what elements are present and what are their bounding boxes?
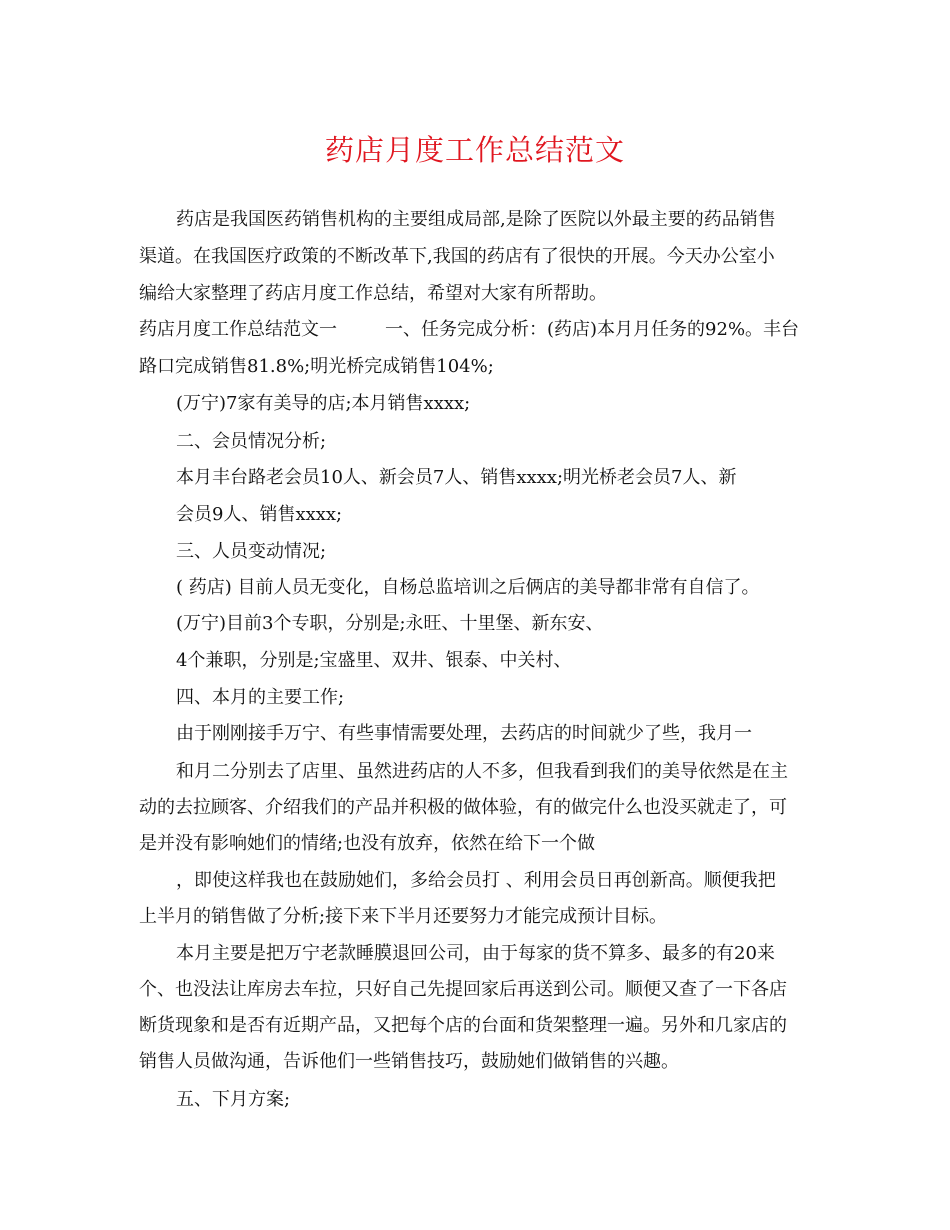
body-line: 本月主要是把万宁老款睡膜退回公司，由于每家的货不算多、最多的有20来 bbox=[176, 943, 775, 964]
document-title: 药店月度工作总结范文 bbox=[324, 133, 625, 167]
section-heading: 三、人员变动情况; bbox=[176, 541, 327, 562]
body-line: ( 药店) 目前人员无变化，自杨总监培训之后俩店的美导都非常有自信了。 bbox=[176, 577, 760, 598]
body-line: (万宁)7家有美导的店;本月销售xxxx; bbox=[176, 393, 471, 414]
body-line: 销售人员做沟通，告诉他们一些销售技巧，鼓励她们做销售的兴趣。 bbox=[139, 1051, 679, 1072]
body-line: (万宁)目前3个专职，分别是;永旺、十里堡、新东安、 bbox=[176, 613, 604, 634]
body-line: 断货现象和是否有近期产品，又把每个店的台面和货架整理一遍。另外和几家店的 bbox=[139, 1015, 787, 1036]
body-line: 编给大家整理了药店月度工作总结，希望对大家有所帮助。 bbox=[139, 283, 607, 304]
body-line: 路口完成销售81.8%;明光桥完成销售104%; bbox=[139, 356, 494, 377]
body-line: 上半月的销售做了分析;接下来下半月还要努力才能完成预计目标。 bbox=[139, 906, 668, 927]
body-line: 药店是我国医药销售机构的主要组成局部,是除了医院以外最主要的药品销售 bbox=[176, 209, 776, 230]
section-heading: 五、下月方案; bbox=[176, 1089, 291, 1110]
body-line: 4个兼职，分别是;宝盛里、双井、银泰、中关村、 bbox=[176, 650, 572, 671]
section-heading: 药店月度工作总结范文一 bbox=[139, 319, 337, 340]
body-line: 和月二分别去了店里、虽然进药店的人不多，但我看到我们的美导依然是在主 bbox=[176, 761, 788, 782]
body-line: 渠道。在我国医疗政策的不断改革下,我国的药店有了很快的开展。今天办公室小 bbox=[139, 246, 775, 267]
body-line: ，即使这样我也在鼓励她们，多给会员打 、利用会员日再创新高。顺便我把 bbox=[176, 870, 776, 891]
section-heading: 二、会员情况分析; bbox=[176, 431, 327, 452]
body-text: 一、任务完成分析：(药店)本月月任务的92%。丰台 bbox=[385, 319, 800, 340]
body-line: 动的去拉顾客、介绍我们的产品并积极的做体验，有的做完什么也没买就走了，可 bbox=[139, 797, 787, 818]
body-line: 由于刚刚接手万宁、有些事情需要处理，去药店的时间就少了些，我月一 bbox=[176, 723, 752, 744]
body-line: 是并没有影响她们的情绪;也没有放弃，依然在给下一个做 bbox=[139, 833, 596, 854]
section-heading: 四、本月的主要工作; bbox=[176, 687, 345, 708]
body-line: 个、也没法让库房去车拉，只好自己先提回家后再送到公司。顺便又查了一下各店 bbox=[139, 979, 787, 1000]
section-line bbox=[139, 318, 799, 342]
body-line: 会员9人、销售xxxx; bbox=[176, 504, 343, 525]
body-line: 本月丰台路老会员10人、新会员7人、销售xxxx;明光桥老会员7人、新 bbox=[176, 467, 737, 488]
